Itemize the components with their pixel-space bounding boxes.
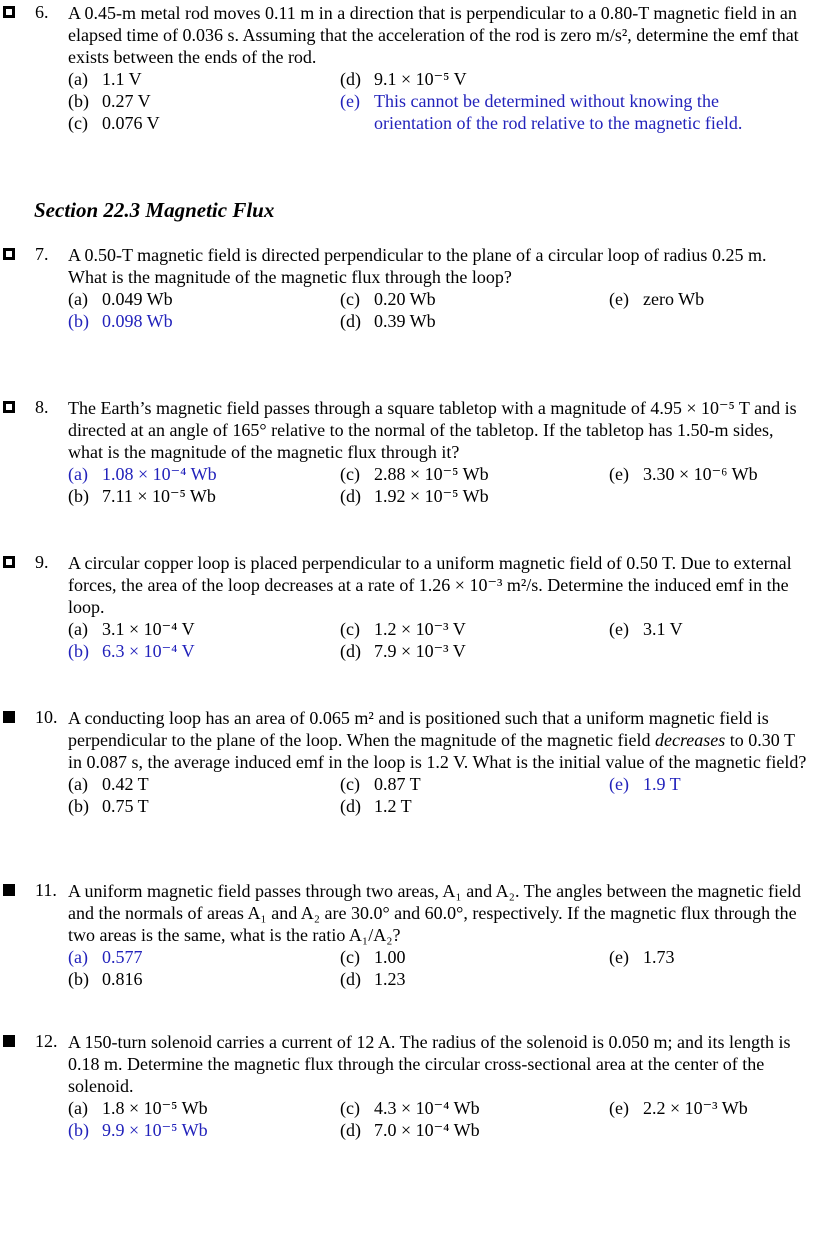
- hollow-square-icon: [3, 556, 15, 568]
- choice-b: (b) 7.11 × 10⁻⁵ Wb: [68, 486, 216, 506]
- hollow-square-icon: [3, 248, 15, 260]
- choice-d: (d) 1.2 T: [340, 796, 412, 816]
- question-number: 11.: [35, 880, 57, 900]
- hollow-square-icon: [3, 401, 15, 413]
- choice-a: (a) 0.049 Wb: [68, 289, 173, 309]
- question-number: 9.: [35, 552, 49, 572]
- question-6: [0, 2, 816, 134]
- question-text: A uniform magnetic field passes through two areas, A₁ and A₂. The angles between the magnetic field and the normals of areas A₁ and A₂ are 30.0° and 60.0°, respectively. If the magnetic flux through the two areas is the same, what is the ratio A₁/A₂?: [68, 881, 802, 945]
- choice-b: (b) 0.75 T: [68, 796, 149, 816]
- choice-c: (c) 4.3 × 10⁻⁴ Wb: [340, 1098, 480, 1118]
- choices: [68, 288, 816, 332]
- choice-d: (d) 7.9 × 10⁻³ V: [340, 641, 466, 661]
- choice-b-answer: (b) 0.098 Wb: [68, 311, 173, 331]
- question-number: 7.: [35, 244, 49, 264]
- choices: [68, 1097, 816, 1141]
- choice-d: (d) 1.92 × 10⁻⁵ Wb: [340, 486, 489, 506]
- filled-square-icon: [3, 711, 15, 723]
- choice-a-answer: (a) 0.577: [68, 947, 143, 967]
- question-text: The Earth’s magnetic field passes through a square tabletop with a magnitude of 4.95 × 10⁻⁵ T and is directed at an angle of 165° relative to the normal of the tabletop. If the tabletop has 1.50-m sides, what is the magnitude of the magnetic flux through it?: [68, 398, 797, 462]
- question-8: [0, 397, 816, 507]
- question-12: [0, 1031, 816, 1141]
- choice-e: (e) zero Wb: [609, 289, 705, 309]
- question-number: 6.: [35, 2, 49, 22]
- choice-a: (a) 1.1 V: [68, 69, 142, 89]
- question-9: [0, 552, 816, 662]
- choice-b: (b) 0.27 V: [68, 91, 151, 111]
- choice-d: (d) 9.1 × 10⁻⁵ V: [340, 69, 467, 89]
- choice-e-answer: (e) 1.9 T: [609, 774, 681, 794]
- choice-b-answer: (b) 6.3 × 10⁻⁴ V: [68, 641, 195, 661]
- question-10: [0, 707, 816, 817]
- section-title: Section 22.3 Magnetic Flux: [34, 198, 275, 222]
- question-text-line2: What is the magnitude of the magnetic flux through the loop?: [68, 267, 512, 287]
- choice-c: (c) 0.20 Wb: [340, 289, 436, 309]
- choice-c: (c) 0.076 V: [68, 113, 160, 133]
- choices: [68, 618, 816, 662]
- question-number: 8.: [35, 397, 49, 417]
- choices: [68, 463, 816, 507]
- choice-b: (b) 0.816: [68, 969, 143, 989]
- question-text: A 0.45-m metal rod moves 0.11 m in a direction that is perpendicular to a 0.80-T magnetic field in an elapsed time of 0.036 s. Assuming that the acceleration of the rod is zero m/s², determine the emf that exists between the ends of the rod.: [68, 3, 799, 67]
- choice-a-answer: (a) 1.08 × 10⁻⁴ Wb: [68, 464, 217, 484]
- question-number: 12.: [35, 1031, 58, 1051]
- choice-e-answer: (e) This cannot be determined without knowing the: [340, 91, 719, 111]
- question-text: A conducting loop has an area of 0.065 m² and is positioned such that a uniform magnetic field is perpendicular to the plane of the loop. When the magnitude of the magnetic field decreases to 0.30 T in 0.087 s, the average induced emf in the loop is 1.2 V. What is the initial value of the magnetic field?: [68, 708, 807, 772]
- choices: [68, 68, 816, 134]
- choice-a: (a) 3.1 × 10⁻⁴ V: [68, 619, 195, 639]
- choice-e: (e) 1.73: [609, 947, 675, 967]
- choice-c: (c) 2.88 × 10⁻⁵ Wb: [340, 464, 489, 484]
- choice-d: (d) 7.0 × 10⁻⁴ Wb: [340, 1120, 480, 1140]
- choice-a: (a) 0.42 T: [68, 774, 149, 794]
- choices: [68, 773, 816, 817]
- filled-square-icon: [3, 884, 15, 896]
- question-number: 10.: [35, 707, 58, 727]
- choice-a: (a) 1.8 × 10⁻⁵ Wb: [68, 1098, 208, 1118]
- choices: [68, 946, 816, 990]
- choice-e-continued: orientation of the rod relative to the magnetic field.: [374, 113, 743, 133]
- choice-b-answer: (b) 9.9 × 10⁻⁵ Wb: [68, 1120, 208, 1140]
- choice-c: (c) 1.2 × 10⁻³ V: [340, 619, 466, 639]
- question-7: [0, 244, 816, 332]
- question-text: A 0.50-T magnetic field is directed perpendicular to the plane of a circular loop of radius 0.25 m.: [68, 245, 767, 265]
- choice-e: (e) 2.2 × 10⁻³ Wb: [609, 1098, 748, 1118]
- choice-e: (e) 3.1 V: [609, 619, 683, 639]
- choice-d: (d) 1.23: [340, 969, 406, 989]
- choice-d: (d) 0.39 Wb: [340, 311, 436, 331]
- question-text: A 150-turn solenoid carries a current of 12 A. The radius of the solenoid is 0.050 m; and its length is 0.18 m. Determine the magnetic flux through the circular cross-sectional area at the center of the solenoid.: [68, 1032, 791, 1096]
- choice-c: (c) 1.00: [340, 947, 406, 967]
- filled-square-icon: [3, 1035, 15, 1047]
- choice-c: (c) 0.87 T: [340, 774, 421, 794]
- choice-e: (e) 3.30 × 10⁻⁶ Wb: [609, 464, 758, 484]
- question-text: A circular copper loop is placed perpendicular to a uniform magnetic field of 0.50 T. Due to external forces, the area of the loop decreases at a rate of 1.26 × 10⁻³ m²/s. Determine the induced emf in the loop.: [68, 553, 792, 617]
- hollow-square-icon: [3, 6, 15, 18]
- question-11: [0, 880, 816, 990]
